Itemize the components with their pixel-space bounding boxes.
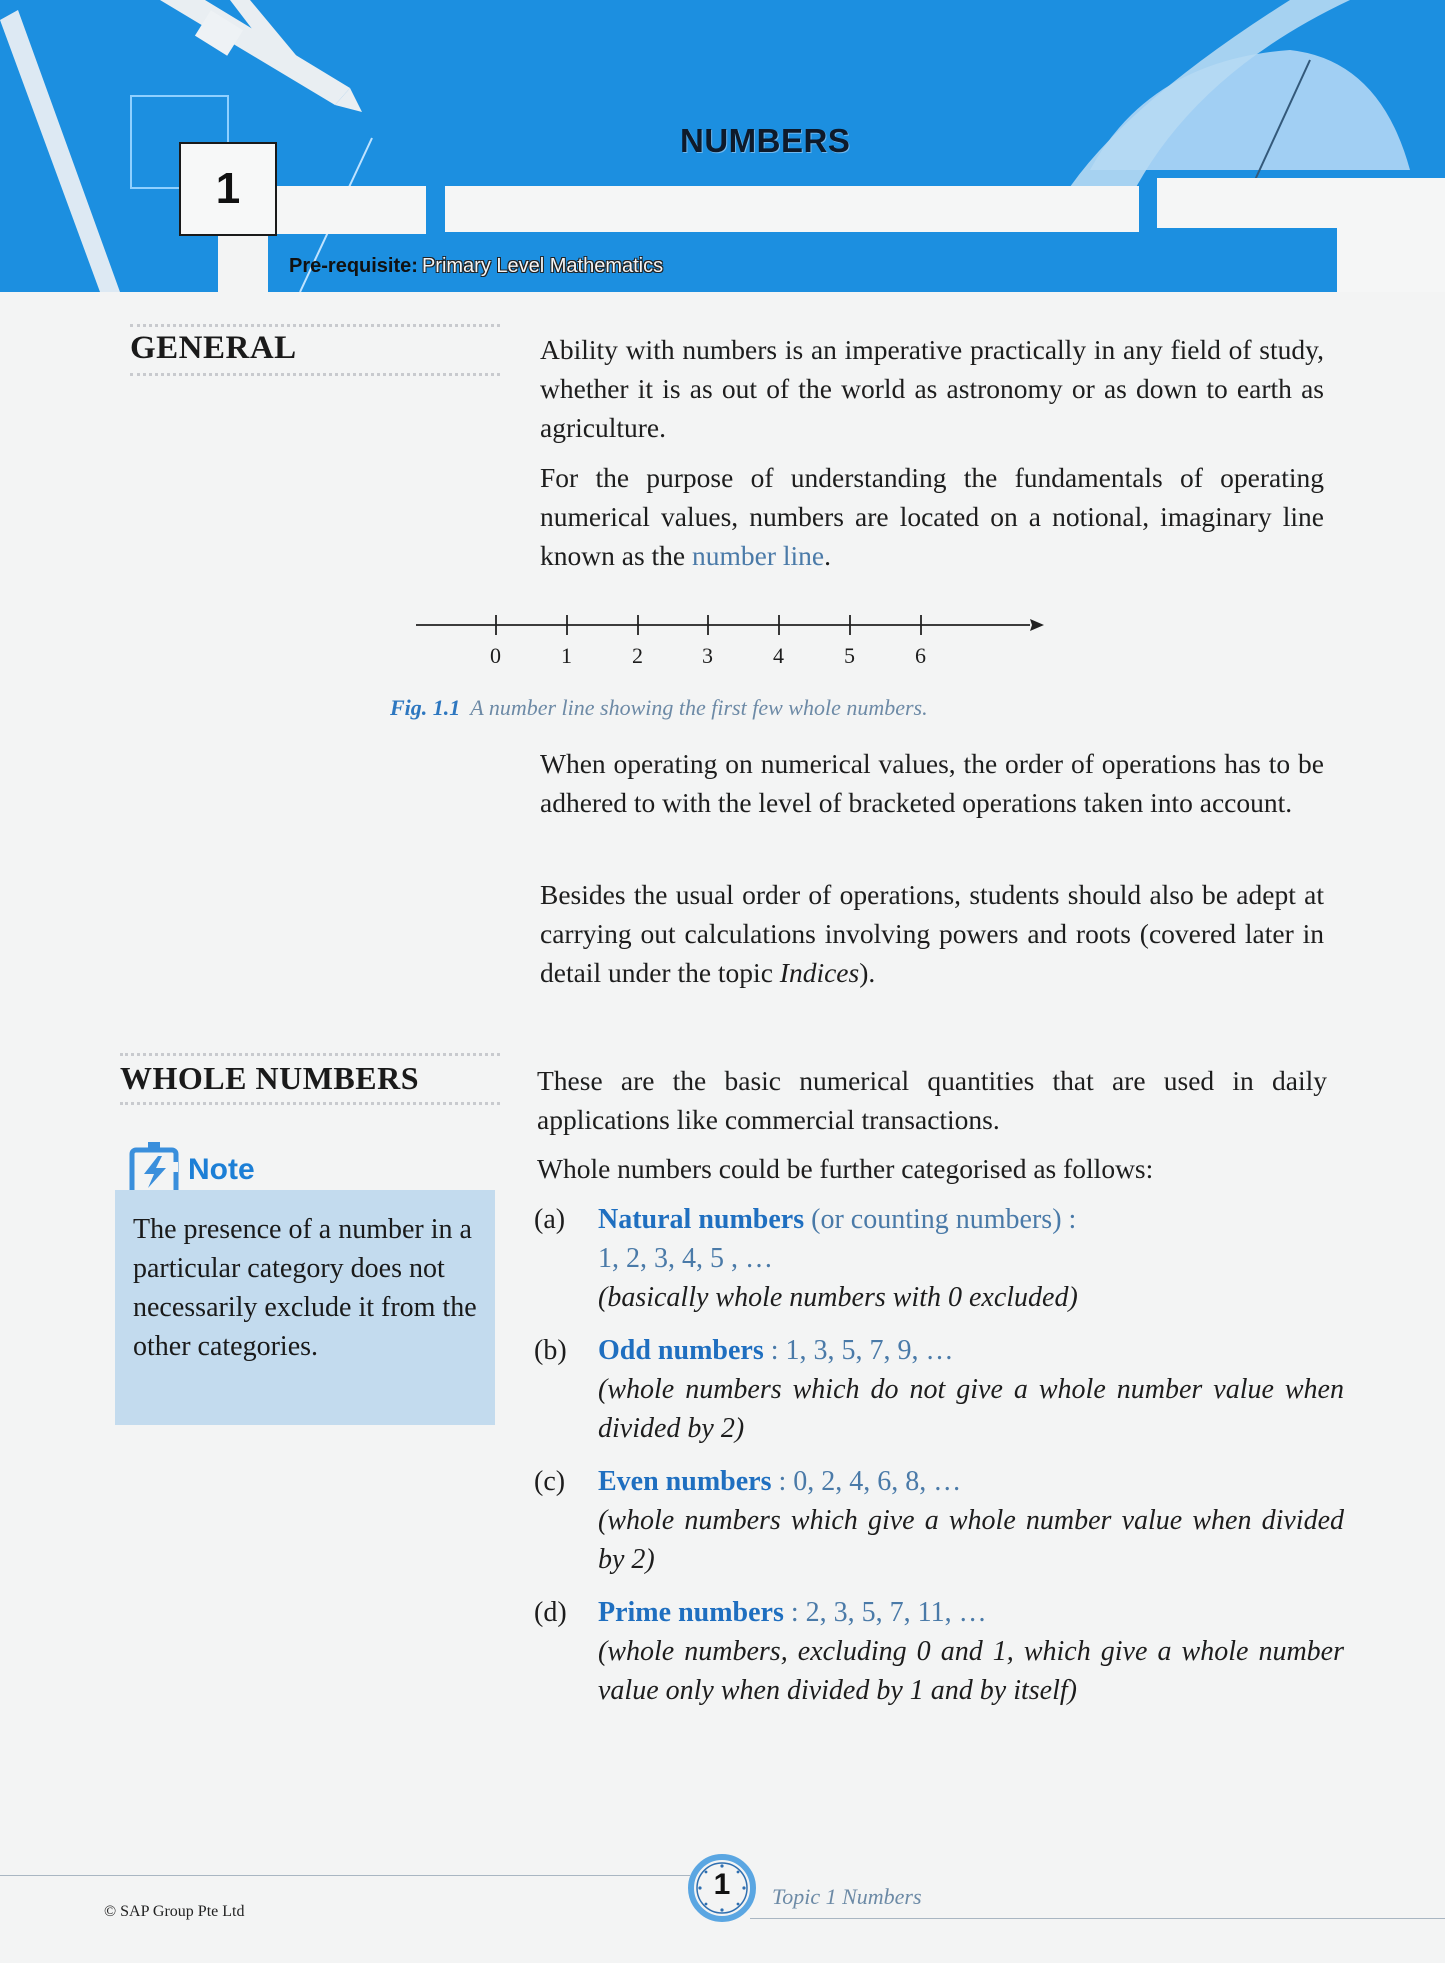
- paragraph: Whole numbers could be further categorised as follows:: [537, 1153, 1154, 1184]
- list-item-description: (basically whole numbers with 0 excluded): [598, 1282, 1078, 1313]
- list-item: [534, 1331, 1344, 1448]
- list-item-tail: : 2, 3, 5, 7, 11, …: [783, 1597, 987, 1628]
- term-number-line: number line: [692, 540, 825, 571]
- term-even-numbers: Even numbers: [598, 1466, 772, 1497]
- chapter-box-stem: [218, 236, 268, 296]
- paragraph: [540, 875, 1324, 992]
- paragraph-text: Besides the usual order of operations, students should also be adept at carrying out calculations involving powers and roots (covered later in detail under the topic: [540, 879, 1324, 988]
- tick-label: 3: [702, 643, 713, 668]
- list-item: [534, 1593, 1344, 1710]
- banner-bar: [276, 186, 426, 234]
- list-item-description: (whole numbers, excluding 0 and 1, which give a whole number value only when divided by 1 and by itself): [598, 1636, 1344, 1706]
- list-item-tail: : 0, 2, 4, 6, 8, …: [771, 1466, 962, 1497]
- tick-label: 6: [915, 643, 926, 668]
- banner-bar: [1157, 178, 1445, 228]
- tick-label: 1: [561, 643, 572, 668]
- list-item: [534, 1200, 1344, 1317]
- divider-dotted: [130, 373, 500, 376]
- prerequisite-label: Pre-requisite:: [289, 255, 418, 277]
- figure-number: Fig. 1.1: [390, 695, 461, 720]
- number-line-labels: [410, 643, 1050, 673]
- figure-caption: [390, 695, 928, 721]
- paragraph-text: For the purpose of understanding the fundamentals of operating numerical values, numbers are located on a notional, imaginary line known as the: [540, 462, 1324, 571]
- chapter-banner: [0, 0, 1445, 292]
- section-heading-whole-numbers: WHOLE NUMBERS: [120, 1060, 419, 1096]
- chapter-number-box: [179, 142, 277, 236]
- whole-number-categories: [534, 1200, 1344, 1710]
- footer-topic: Topic 1 Numbers: [772, 1884, 922, 1909]
- paragraph: These are the basic numerical quantities that are used in daily applications like commercial transactions.: [537, 1065, 1327, 1135]
- list-marker: (a): [534, 1204, 566, 1235]
- paragraph-text: .: [824, 540, 831, 571]
- number-line-figure: [410, 605, 1050, 685]
- term-natural-numbers: Natural numbers: [598, 1204, 805, 1235]
- tick-label: 2: [632, 643, 643, 668]
- tick-label: 5: [844, 643, 855, 668]
- divider-dotted: [130, 324, 500, 327]
- tick-label: 4: [773, 643, 784, 668]
- paragraph-text: ).: [859, 957, 876, 988]
- section-heading-general: GENERAL: [130, 330, 297, 366]
- footer-rule: [0, 1875, 690, 1876]
- copyright: © SAP Group Pte Ltd: [104, 1903, 245, 1920]
- divider-dotted: [120, 1102, 500, 1105]
- banner-bar: [1337, 228, 1445, 292]
- chapter-title: NUMBERS: [680, 122, 851, 159]
- paragraph: [540, 458, 1324, 575]
- prerequisite: [289, 255, 663, 278]
- paragraph: When operating on numerical values, the order of operations has to be adhered to with the level of bracketed operations taken into account.: [540, 748, 1324, 818]
- chapter-number: 1: [215, 164, 241, 213]
- footer-rule: [750, 1918, 1445, 1919]
- list-item-tail: : 1, 3, 5, 7, 9, …: [763, 1335, 954, 1366]
- term-odd-numbers: Odd numbers: [598, 1335, 764, 1366]
- term-prime-numbers: Prime numbers: [598, 1597, 784, 1628]
- list-item-description: (whole numbers which give a whole number value when divided by 2): [598, 1505, 1344, 1575]
- tick-label: 0: [490, 643, 501, 668]
- list-marker: (c): [534, 1466, 566, 1497]
- divider-dotted: [120, 1053, 500, 1056]
- note-box: [115, 1190, 495, 1425]
- note-title: Note: [188, 1153, 255, 1186]
- sequence: 1, 2, 3, 4, 5 , …: [598, 1243, 773, 1274]
- figure-caption-text: A number line showing the first few whole numbers.: [470, 695, 928, 720]
- list-item-tail: (or counting numbers) :: [804, 1204, 1077, 1235]
- list-marker: (d): [534, 1597, 567, 1628]
- list-item: [534, 1462, 1344, 1579]
- list-marker: (b): [534, 1335, 567, 1366]
- banner-bar: [445, 186, 1139, 232]
- prerequisite-value: Primary Level Mathematics: [421, 255, 664, 277]
- note-text: The presence of a number in a particular category does not necessarily exclude it from the other categories.: [133, 1214, 477, 1362]
- page-number: 1: [713, 1868, 731, 1901]
- term-indices: Indices: [779, 957, 860, 988]
- list-item-description: (whole numbers which do not give a whole number value when divided by 2): [598, 1374, 1344, 1444]
- paragraph: Ability with numbers is an imperative practically in any field of study, whether it is as out of the world as astronomy or as down to earth as agriculture.: [540, 334, 1324, 443]
